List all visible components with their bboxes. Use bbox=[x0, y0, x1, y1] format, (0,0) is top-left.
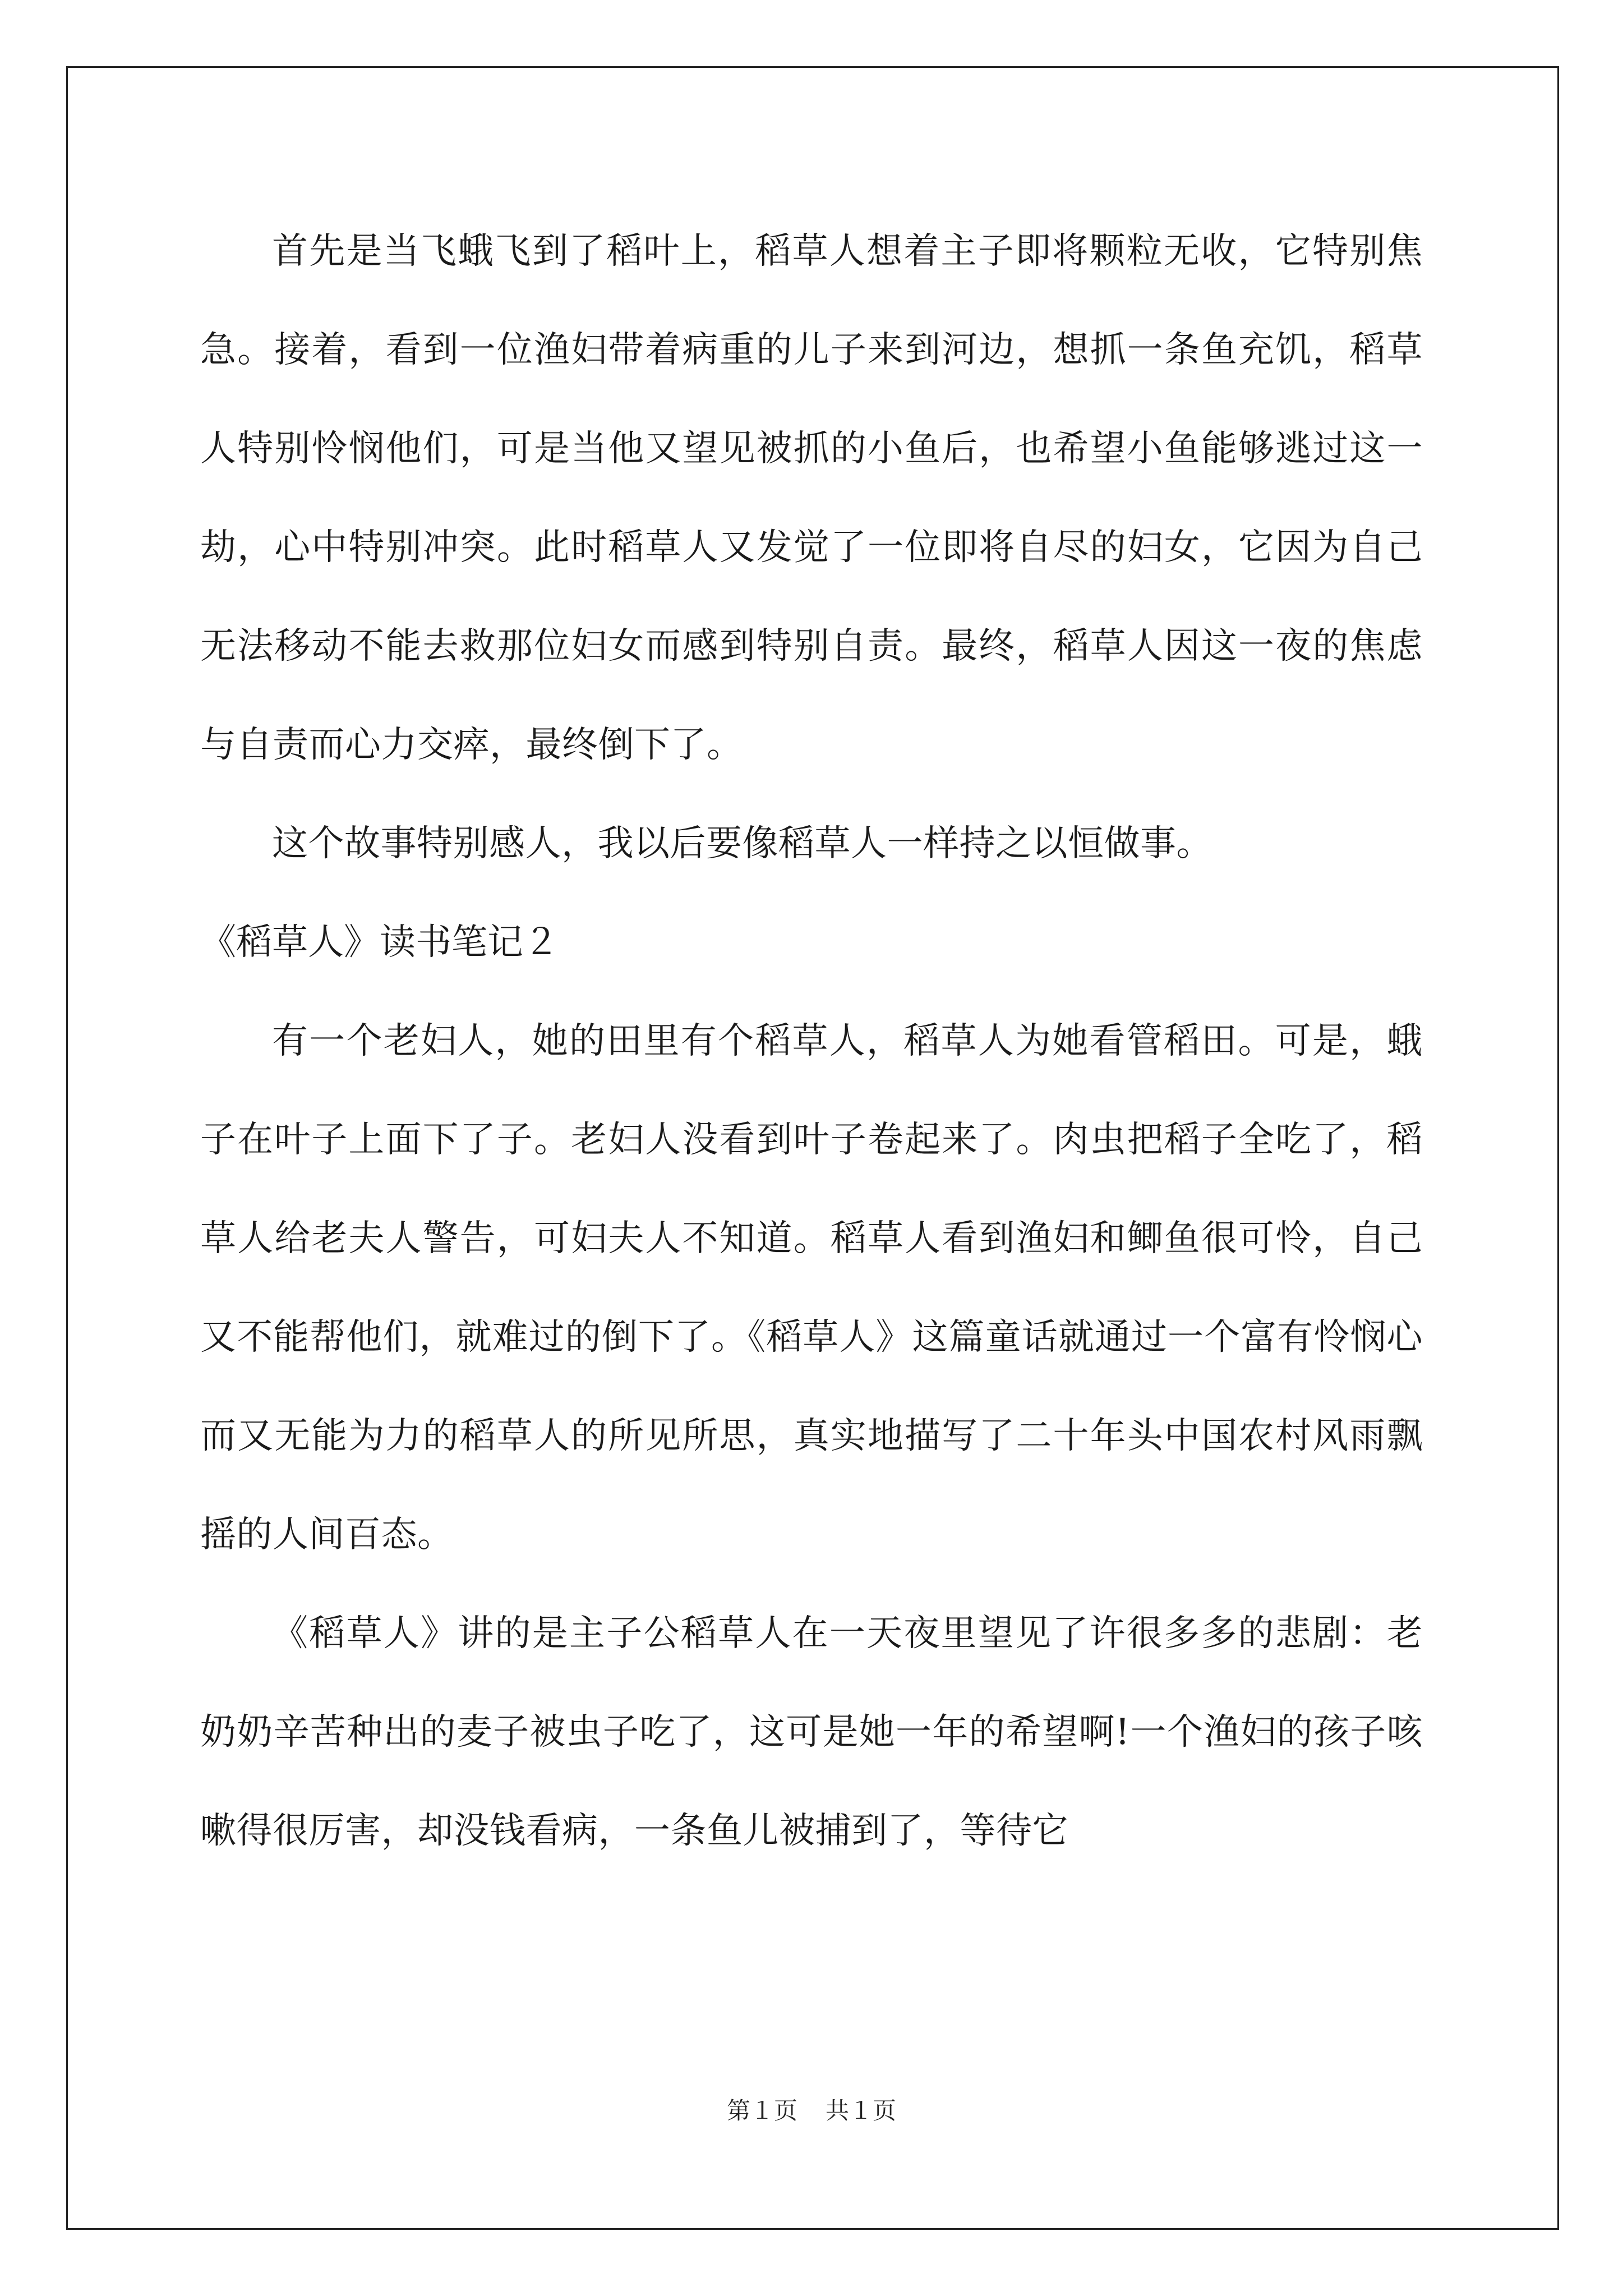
paragraph: 有一个老妇人，她的田里有个稻草人，稻草人为她看管稻田。可是，蛾子在叶子上面下了子。老妇人没看到叶子卷起来了。肉虫把稻子全吃了，稻草人给老夫人警告，可妇夫人不知道。稻草人看到渔妇和鲫鱼很可怜，自己又不能帮他们，就难过的倒下了。《稻草人》这篇童话就通过一个富有怜悯心而又无能为力的稻草人的所见所思，真实地描写了二十年头中国农村风雨飘摇的人间百态。 bbox=[200, 1020, 1423, 1556]
paragraph: 首先是当飞蛾飞到了稻叶上，稻草人想着主子即将颗粒无收，它特别焦急。接着，看到一位渔妇带着病重的儿子来到河边，想抓一条鱼充饥，稻草人特别怜悯他们，可是当他又望见被抓的小鱼后，也希望小鱼能够逃过这一劫，心中特别冲突。此时稻草人又发觉了一位即将自尽的妇女，它因为自己无法移动不能去救那位妇女而感到特别自责。最终，稻草人因这一夜的焦虑与自责而心力交瘁，最终倒下了。 bbox=[200, 231, 1423, 766]
page-total: 共１页 bbox=[826, 2097, 897, 2124]
paragraph: 《稻草人》讲的是主子公稻草人在一天夜里望见了许很多多的悲剧：老奶奶辛苦种出的麦子被虫子吃了，这可是她一年的希望啊!一个渔妇的孩子咳嗽得很厉害，却没钱看病，一条鱼儿被捕到了，等待它 bbox=[200, 1613, 1423, 1852]
page-footer bbox=[0, 2092, 1623, 2126]
paragraph: 这个故事特别感人，我以后要像稻草人一样持之以恒做事。 bbox=[272, 823, 1212, 864]
section-heading: 《稻草人》读书笔记２ bbox=[200, 922, 559, 963]
page-number: 第１页 bbox=[726, 2097, 797, 2124]
document-body bbox=[200, 202, 1423, 1880]
